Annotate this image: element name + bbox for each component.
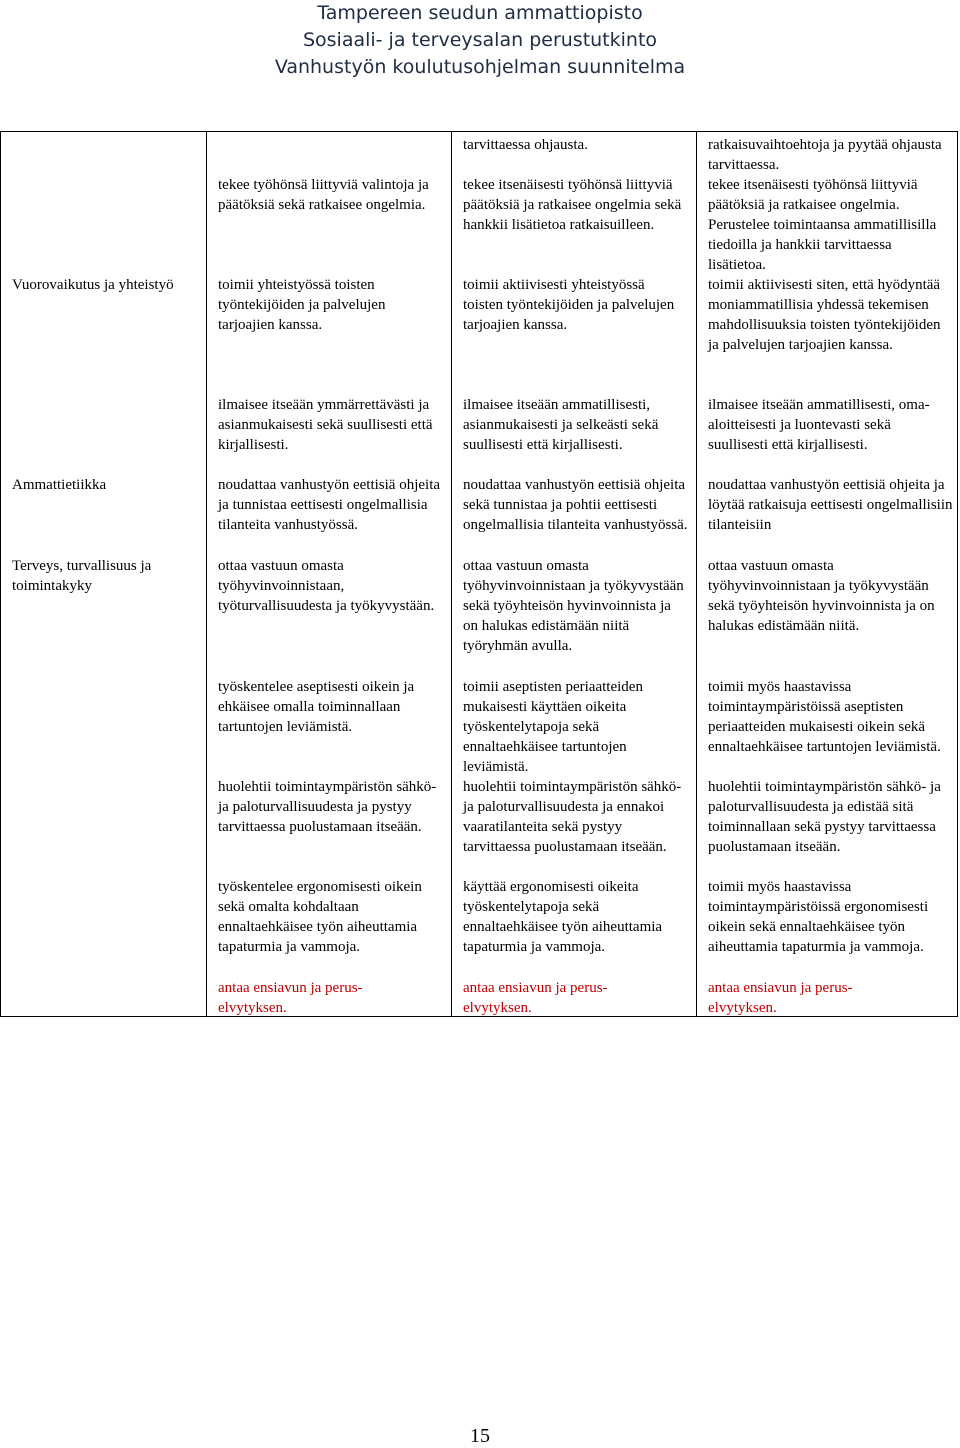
criteria-cell: noudattaa vanhustyön eettisiä ohjeita sekä tunnistaa ja pohtii eettisesti ongelmallisia tilanteita vanhustyössä. xyxy=(463,477,688,533)
criteria-cell: ilmaisee itseään ymmärrettävästi ja asianmukaisesti sekä suullisesti että kirjallisesti. xyxy=(218,397,433,453)
criteria-cell-first-aid: antaa ensiavun ja perus-elvytyksen. xyxy=(708,980,853,1016)
criteria-cell: toimii aktiivisesti yhteistyössä toisten työntekijöiden ja palvelujen tarjoajien kanssa. xyxy=(463,277,675,333)
header-degree: Sosiaali- ja terveysalan perustutkinto xyxy=(302,29,658,51)
header-plan-title: Vanhustyön koulutusohjelman suunnitelma xyxy=(274,56,686,78)
criteria-cell: ilmaisee itseään ammatillisesti, asianmukaisesti ja selkeästi sekä suullisesti että kirjallisesti. xyxy=(463,397,659,453)
criteria-cell: tekee itsenäisesti työhönsä liittyviä päätöksiä ja ratkaisee ongelmia. Perustelee toimintaansa ammatillisilla tiedoilla ja hankkii tarvittaessa lisätietoa. xyxy=(708,177,937,273)
topic-cell: Ammattietiikka xyxy=(12,477,107,493)
criteria-cell: ottaa vastuun omasta työhyvinvoinnistaan ja työkyvystään sekä työyhteisön hyvinvoinnista ja on halukas edistämään niitä. xyxy=(708,558,935,634)
criteria-cell: toimii myös haastavissa toimintaympäristöissä ergonomisesti oikein sekä ennaltaehkäisee työn aiheuttamia tapaturmia ja vammoja. xyxy=(708,879,929,955)
criteria-cell: tekee itsenäisesti työhönsä liittyviä päätöksiä ja ratkaisee ongelmia sekä hankkii lisätietoa ratkaisuilleen. xyxy=(463,177,682,233)
page-number: 15 xyxy=(470,1425,490,1447)
topic-cell: Terveys, turvallisuus ja toimintakyky xyxy=(12,558,152,594)
criteria-cell: huolehtii toimintaympäristön sähkö- ja paloturvallisuudesta ja edistää sitä toiminnallaan sekä pystyy tarvittaessa puolustamaan itseään. xyxy=(708,779,941,855)
criteria-cell: ratkaisuvaihtoehtoja ja pyytää ohjausta tarvittaessa. xyxy=(708,137,942,173)
criteria-cell: ottaa vastuun omasta työhyvinvoinnistaan, työturvallisuudesta ja työkyvystään. xyxy=(218,558,435,614)
criteria-cell: toimii yhteistyössä toisten työntekijöiden ja palvelujen tarjoajien kanssa. xyxy=(218,277,386,333)
criteria-cell: toimii myös haastavissa toimintaympäristöissä aseptisten periaatteiden mukaisesti oikein sekä ennaltaehkäisee tartuntojen leviämistä. xyxy=(708,679,941,755)
column-divider xyxy=(451,131,452,1017)
criteria-cell: työskentelee ergonomisesti oikein sekä omalta kohdaltaan ennaltaehkäisee työn aiheuttamia tapaturmia ja vammoja. xyxy=(218,879,422,955)
column-divider xyxy=(696,131,697,1017)
criteria-cell: toimii aseptisten periaatteiden mukaisesti käyttäen oikeita työskentelytapoja sekä ennaltaehkäisee tartuntojen leviämistä. xyxy=(463,679,643,775)
topic-cell: Vuorovaikutus ja yhteistyö xyxy=(12,277,174,293)
criteria-cell-first-aid: antaa ensiavun ja perus-elvytyksen. xyxy=(218,980,363,1016)
criteria-cell: toimii aktiivisesti siten, että hyödyntää moniammatillisia yhdessä tekemisen mahdollisuuksia toisten työntekijöiden ja palvelujen tarjoajien kanssa. xyxy=(708,277,941,353)
criteria-cell-first-aid: antaa ensiavun ja perus-elvytyksen. xyxy=(463,980,608,1016)
criteria-cell: noudattaa vanhustyön eettisiä ohjeita ja tunnistaa eettisesti ongelmallisia tilanteita vanhustyössä. xyxy=(218,477,441,533)
criteria-cell: ilmaisee itseään ammatillisesti, oma-aloitteisesti ja luontevasti sekä suullisesti että kirjallisesti. xyxy=(708,397,930,453)
criteria-cell: noudattaa vanhustyön eettisiä ohjeita ja löytää ratkaisuja eettisesti ongelmallisiin tilanteisiin xyxy=(708,477,953,533)
criteria-cell: tekee työhönsä liittyviä valintoja ja päätöksiä sekä ratkaisee ongelmia. xyxy=(218,177,429,213)
criteria-cell: käyttää ergonomisesti oikeita työskentelytapoja sekä ennaltaehkäisee työn aiheuttamia tapaturmia ja vammoja. xyxy=(463,879,663,955)
column-divider xyxy=(206,131,207,1017)
header-school: Tampereen seudun ammattiopisto xyxy=(317,2,643,24)
criteria-cell: ottaa vastuun omasta työhyvinvoinnistaan ja työkyvystään sekä työyhteisön hyvinvoinnista ja on halukas edistämään niitä työryhmän avulla. xyxy=(463,558,684,654)
criteria-cell: huolehtii toimintaympäristön sähkö- ja paloturvallisuudesta ja ennakoi vaaratilanteita sekä pystyy tarvittaessa puolustamaan itseään. xyxy=(463,779,682,855)
document-header xyxy=(0,0,960,81)
criteria-cell: tarvittaessa ohjausta. xyxy=(463,137,588,153)
criteria-cell: huolehtii toimintaympäristön sähkö- ja paloturvallisuudesta ja pystyy tarvittaessa puolustamaan itseään. xyxy=(218,779,437,835)
criteria-cell: työskentelee aseptisesti oikein ja ehkäisee omalla toiminnallaan tartuntojen leviämistä. xyxy=(218,679,415,735)
